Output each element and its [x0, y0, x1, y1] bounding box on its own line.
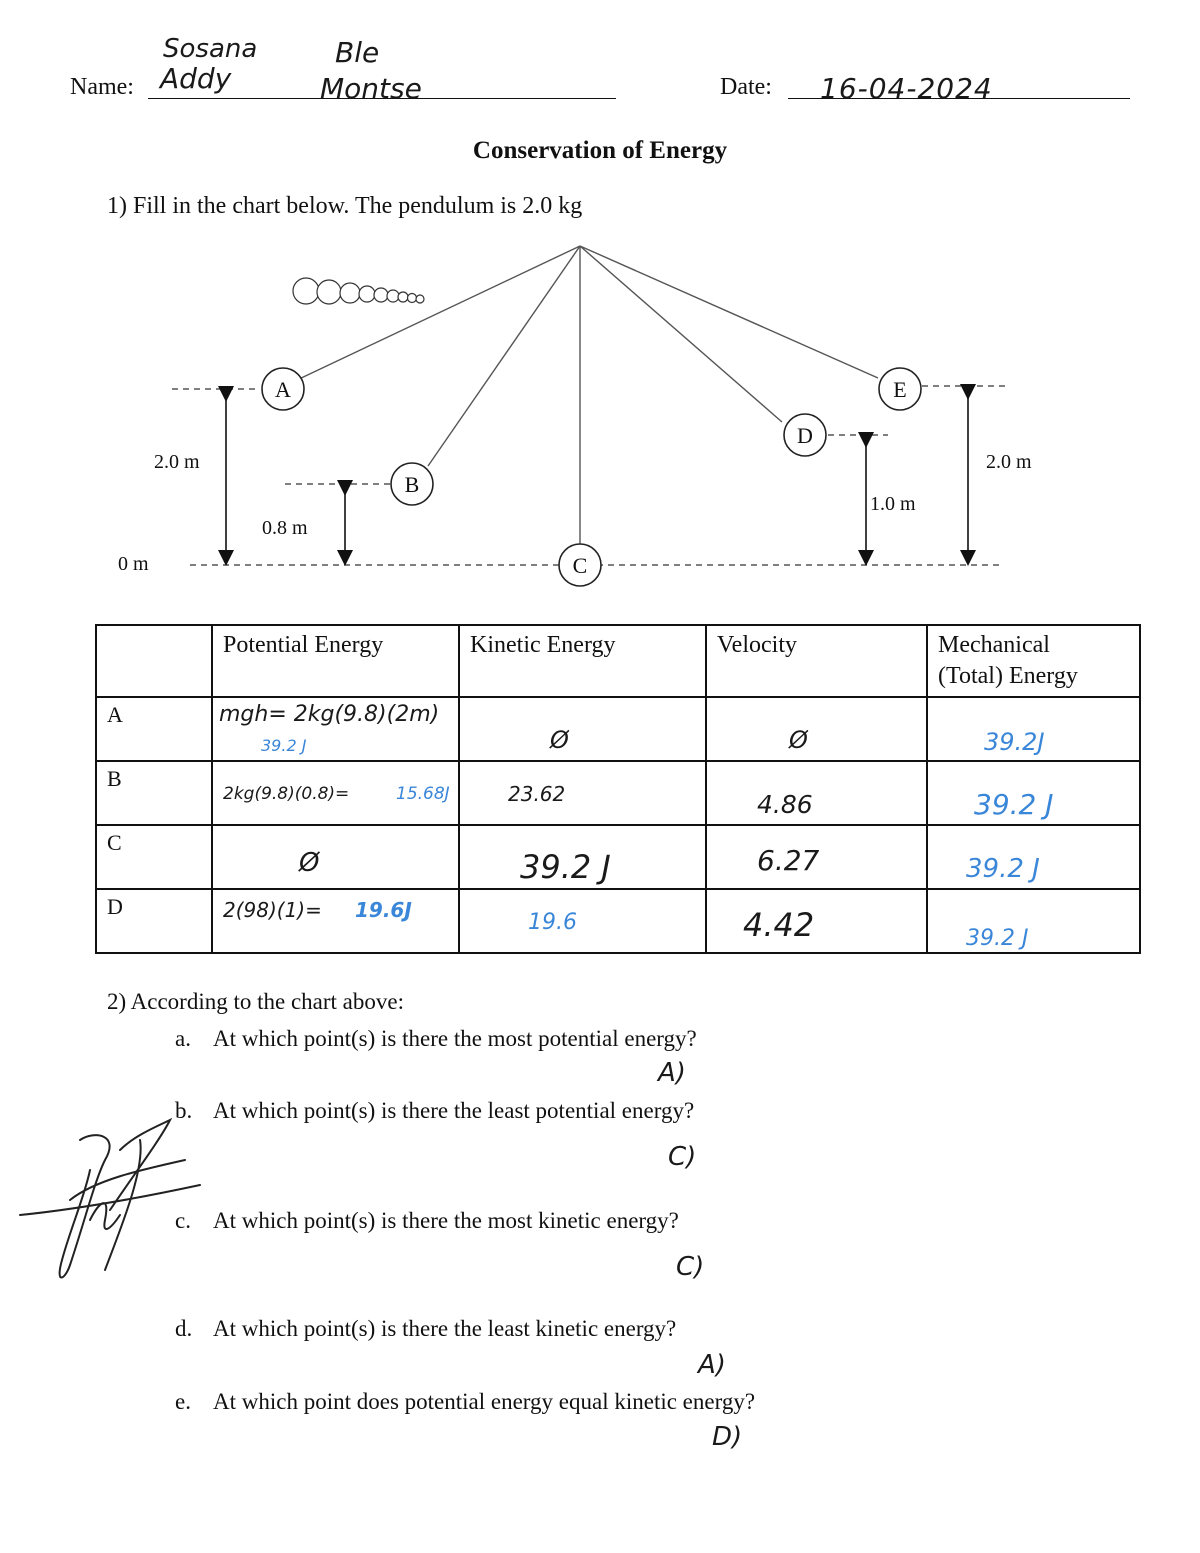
- row-label-d: D: [96, 889, 212, 953]
- cell-b-total: 39.2 J: [927, 761, 1140, 825]
- q2a-answer: A): [658, 1058, 686, 1088]
- student-name-4: Montse: [320, 72, 422, 105]
- cell-d-pe: 2(98)(1)= 19.6J: [212, 889, 459, 953]
- q2b-letter: b.: [175, 1098, 193, 1123]
- q2c-letter: c.: [175, 1208, 191, 1233]
- cell-c-ke: 39.2 J: [459, 825, 706, 889]
- q2-prompt: 2) According to the chart above:: [107, 989, 404, 1014]
- height-label-2m-right: 2.0 m: [986, 451, 1032, 473]
- point-label-d: D: [797, 423, 813, 448]
- motion-trail-icon: [293, 278, 424, 304]
- energy-table: [95, 624, 1141, 954]
- cell-a-pe: mgh= 2kg(9.8)(2m) 39.2 J: [212, 697, 459, 761]
- q2e-letter: e.: [175, 1389, 191, 1414]
- q2a-question: At which point(s) is there the most potential energy?: [213, 1026, 697, 1051]
- row-label-b: B: [96, 761, 212, 825]
- student-name-2: Addy: [160, 62, 232, 95]
- q1-prompt: 1) Fill in the chart below. The pendulum is 2.0 kg: [107, 193, 583, 219]
- header-potential-energy: Potential Energy: [212, 625, 459, 697]
- q2d-answer: A): [698, 1350, 726, 1380]
- pendulum-diagram: [0, 230, 1200, 590]
- cell-d-ke: 19.6: [459, 889, 706, 953]
- student-name-1: Sosana: [163, 34, 258, 64]
- point-label-b: B: [404, 472, 420, 497]
- q2e-answer: D): [712, 1422, 743, 1452]
- cell-c-pe: Ø: [212, 825, 459, 889]
- height-label-2m-left: 2.0 m: [154, 451, 200, 473]
- header-kinetic-energy: Kinetic Energy: [459, 625, 706, 697]
- string-d: [580, 246, 782, 422]
- string-e: [580, 246, 878, 378]
- cell-c-total: 39.2 J: [927, 825, 1140, 889]
- q2d-letter: d.: [175, 1316, 193, 1341]
- date-label: Date:: [720, 74, 772, 100]
- cell-d-total: 39.2 J: [927, 889, 1140, 953]
- cell-a-ke: Ø: [459, 697, 706, 761]
- cell-a-total: 39.2J: [927, 697, 1140, 761]
- table-row: [96, 889, 1140, 953]
- cell-c-v: 6.27: [706, 825, 927, 889]
- cell-a-v: Ø: [706, 697, 927, 761]
- string-b: [428, 246, 580, 466]
- q2c-answer: C): [676, 1252, 705, 1282]
- cell-b-v: 4.86: [706, 761, 927, 825]
- header-total-energy: Mechanical (Total) Energy: [927, 625, 1140, 697]
- table-row: [96, 761, 1140, 825]
- table-row: [96, 825, 1140, 889]
- height-label-0m: 0 m: [118, 553, 149, 575]
- page-title: Conservation of Energy: [472, 137, 728, 164]
- height-label-08m: 0.8 m: [262, 517, 308, 539]
- cell-b-pe: 2kg(9.8)(0.8)= 15.68J: [212, 761, 459, 825]
- string-a: [297, 246, 580, 380]
- row-label-a: A: [96, 697, 212, 761]
- cell-b-ke: 23.62: [459, 761, 706, 825]
- point-label-e: E: [893, 377, 907, 402]
- point-label-c: C: [572, 553, 588, 578]
- header-blank: [96, 625, 212, 697]
- signature-scribble: [10, 1100, 230, 1300]
- q2e-question: At which point does potential energy equal kinetic energy?: [213, 1389, 756, 1414]
- q2a-letter: a.: [175, 1026, 191, 1051]
- cell-d-v: 4.42: [706, 889, 927, 953]
- row-label-c: C: [96, 825, 212, 889]
- table-header-row: [96, 625, 1140, 697]
- student-name-3: Ble: [335, 36, 380, 69]
- date-value: 16-04-2024: [820, 72, 993, 105]
- q2c-question: At which point(s) is there the most kinetic energy?: [213, 1208, 679, 1233]
- q2d-question: At which point(s) is there the least kinetic energy?: [213, 1316, 677, 1341]
- point-label-a: A: [275, 377, 291, 402]
- header-velocity: Velocity: [706, 625, 927, 697]
- name-label: Name:: [70, 74, 134, 100]
- q2b-answer: C): [668, 1142, 697, 1172]
- height-label-1m: 1.0 m: [870, 493, 916, 515]
- q2b-question: At which point(s) is there the least potential energy?: [213, 1098, 695, 1123]
- table-row: [96, 697, 1140, 761]
